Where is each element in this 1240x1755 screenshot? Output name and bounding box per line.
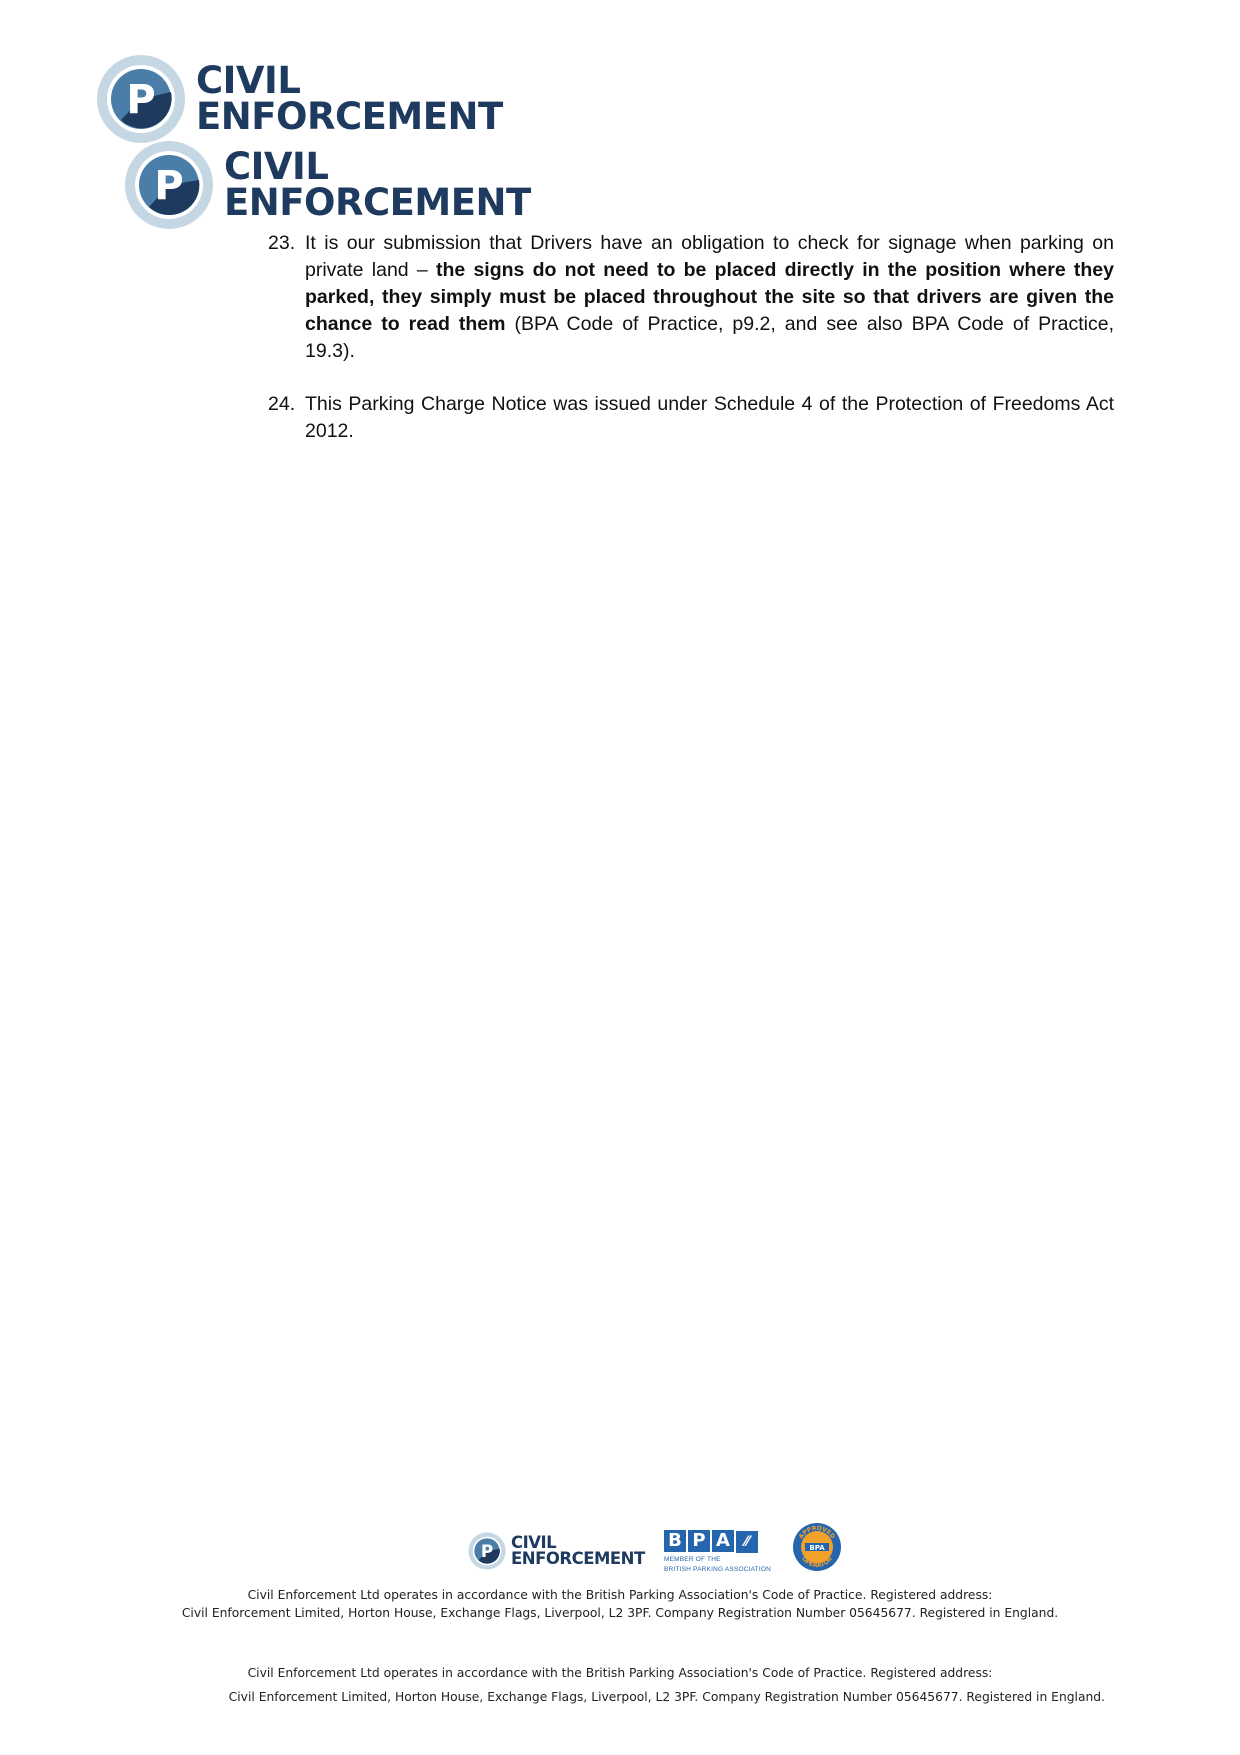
logo-line-1: CIVIL xyxy=(224,144,329,188)
bpa-subtitle-1: MEMBER OF THE xyxy=(664,1556,721,1563)
header-logo xyxy=(124,140,531,230)
bpa-letter: P xyxy=(688,1530,710,1552)
footer-civil-enforcement-logo xyxy=(468,1532,645,1570)
logo-line-2: ENFORCEMENT xyxy=(511,1549,645,1568)
logo-text xyxy=(196,58,503,138)
bpa-swoosh-icon: ⁄⁄ xyxy=(736,1531,758,1553)
numbered-paragraph xyxy=(268,230,1114,365)
bpa-letter: B xyxy=(664,1530,686,1552)
svg-text:OPERATOR: OPERATOR xyxy=(800,1555,834,1570)
footer-repeat-cropped xyxy=(0,1666,1240,1686)
footer-code-of-practice: Civil Enforcement Ltd operates in accordance with the British Parking Association's Code of Practice. Registered address: xyxy=(247,1588,993,1602)
bpa-subtitle-2: BRITISH PARKING ASSOCIATION xyxy=(664,1566,772,1573)
document-body xyxy=(268,230,1114,471)
svg-text:P: P xyxy=(480,1540,494,1561)
svg-text:APPROVED: APPROVED xyxy=(797,1524,837,1541)
logo-line-2: ENFORCEMENT xyxy=(196,95,503,138)
parking-p-icon xyxy=(96,54,186,144)
svg-text:BPA: BPA xyxy=(809,1544,825,1552)
parking-p-icon xyxy=(468,1532,506,1570)
paragraph-number: 23. xyxy=(268,232,296,254)
approved-operator-badge-icon xyxy=(792,1522,842,1572)
paragraph-number: 24. xyxy=(268,393,296,415)
footer-registered-address-repeat: Civil Enforcement Limited, Horton House, Exchange Flags, Liverpool, L2 3PF. Company Registration Number 05645677. Registered in England. xyxy=(228,1690,1105,1704)
paragraph-text: This Parking Charge Notice was issued under Schedule 4 of the Protection of Freedoms Act 2012. xyxy=(305,393,1114,442)
logo-text xyxy=(224,144,531,224)
paragraph-bold-text: the signs do not need to be placed directly in the position where they parked, they simply must be placed throughout the site so that drivers are given the chance to read them xyxy=(305,259,1114,335)
logo-text xyxy=(511,1532,645,1568)
bpa-letter: A xyxy=(712,1530,734,1552)
bpa-member-logo xyxy=(664,1530,771,1573)
paragraph-text-after: (BPA Code of Practice, p9.2, and see also BPA Code of Practice, 19.3). xyxy=(305,313,1115,362)
logo-line-2: ENFORCEMENT xyxy=(224,181,531,224)
footer-logos xyxy=(468,1522,868,1578)
footer-code-of-practice-repeat: Civil Enforcement Ltd operates in accordance with the British Parking Association's Code of Practice. Registered address: xyxy=(247,1666,993,1680)
svg-text:P: P xyxy=(154,163,184,209)
logo-line-1: CIVIL xyxy=(511,1532,557,1552)
svg-text:P: P xyxy=(126,77,156,123)
numbered-paragraph xyxy=(268,391,1114,445)
footer-registered-address: Civil Enforcement Limited, Horton House, Exchange Flags, Liverpool, L2 3PF. Company Registration Number 05645677. Registered in England. xyxy=(181,1606,1059,1620)
paragraph-text: It is our submission that Drivers have an obligation to check for signage when parking on private land – xyxy=(305,232,1114,281)
parking-p-icon xyxy=(124,140,214,230)
logo-line-1: CIVIL xyxy=(196,58,301,102)
top-logo-cropped xyxy=(96,48,503,138)
